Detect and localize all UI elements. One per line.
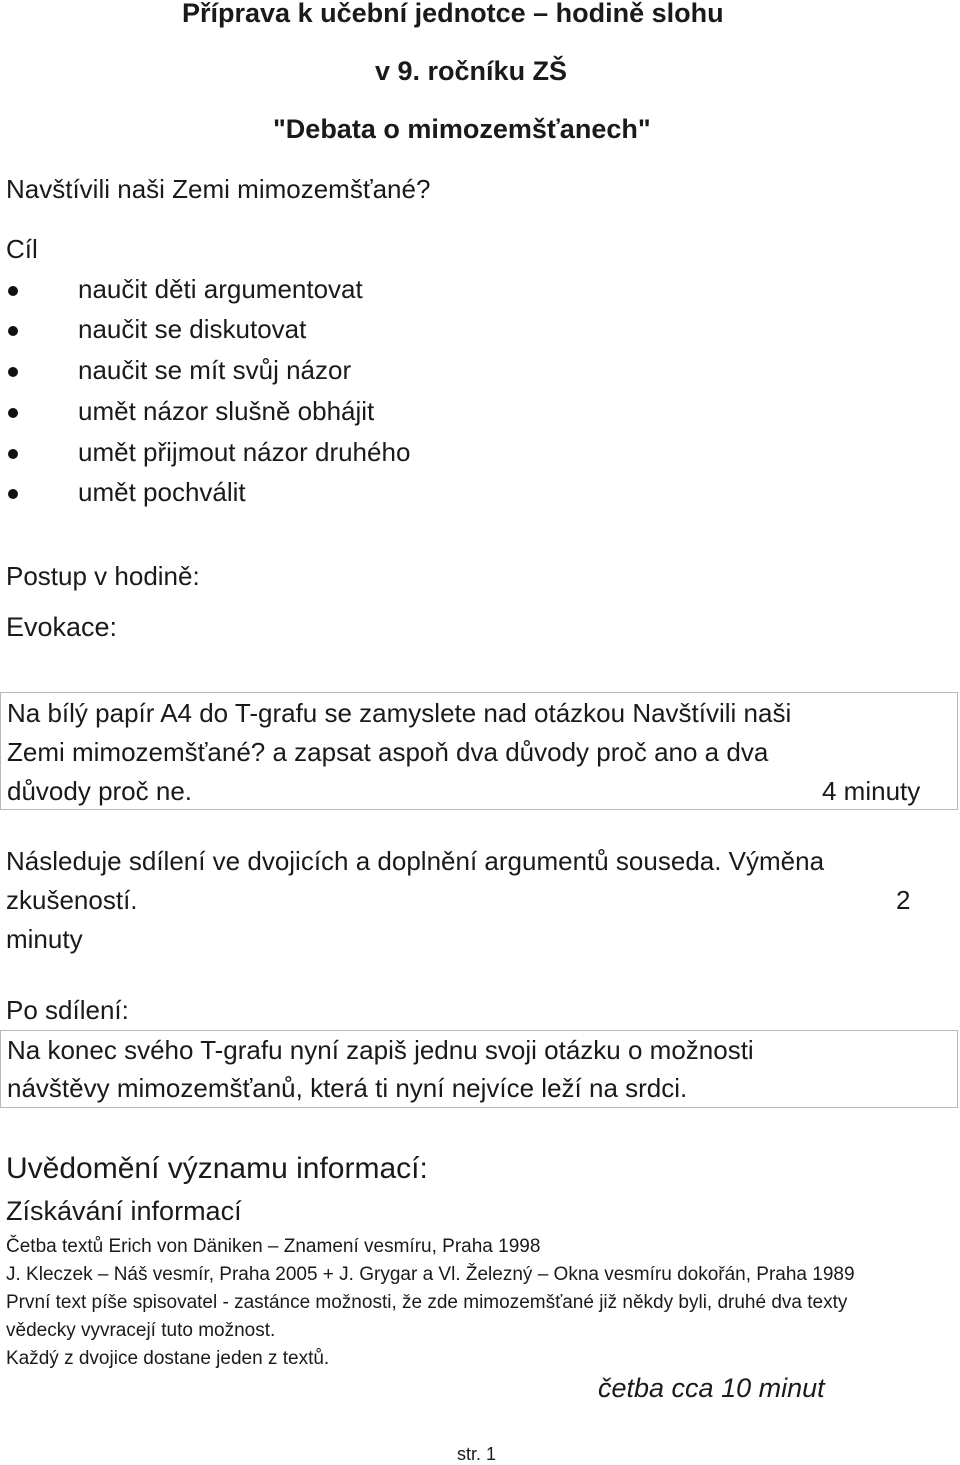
bullet-icon bbox=[8, 326, 18, 336]
sharing-line1: Následuje sdílení ve dvojicích a doplnění argumentů souseda. Výměna bbox=[6, 846, 825, 876]
goal-item-text: naučit děti argumentovat bbox=[78, 274, 363, 304]
goal-item-text: umět názor slušně obhájit bbox=[78, 396, 375, 426]
bullet-icon bbox=[8, 367, 18, 377]
source-line: J. Kleczek – Náš vesmír, Praha 2005 + J. Grygar a Vl. Železný – Okna vesmíru dokořán, Praha 1989 bbox=[6, 1264, 855, 1285]
realization-heading: Uvědomění významu informací: bbox=[6, 1152, 428, 1185]
document-title-line1: Příprava k učební jednotce – hodině slohu bbox=[182, 0, 724, 28]
evocation-task-line2: Zemi mimozemšťané? a zapsat aspoň dva důvody proč ano a dva bbox=[7, 737, 769, 767]
goal-item-text: naučit se diskutovat bbox=[78, 314, 307, 344]
sharing-time-unit: minuty bbox=[6, 924, 83, 954]
evocation-task-line3: důvody proč ne. bbox=[7, 776, 193, 806]
evocation-task-time: 4 minuty bbox=[822, 776, 921, 806]
after-sharing-task-box bbox=[0, 1030, 958, 1108]
bullet-icon bbox=[8, 286, 18, 296]
sharing-line2: zkušeností. bbox=[6, 885, 138, 915]
bullet-icon bbox=[8, 408, 18, 418]
reading-time: četba cca 10 minut bbox=[598, 1373, 825, 1403]
document-title-line3: "Debata o mimozemšťanech" bbox=[273, 114, 651, 144]
procedure-label: Postup v hodině: bbox=[6, 561, 200, 591]
source-line: vědecky vyvracejí tuto možnost. bbox=[6, 1320, 276, 1341]
page-number: str. 1 bbox=[457, 1444, 497, 1464]
source-line: První text píše spisovatel - zastánce možnosti, že zde mimozemšťané již někdy byli, druhé dva texty bbox=[6, 1292, 848, 1313]
source-line: Četba textů Erich von Däniken – Znamení vesmíru, Praha 1998 bbox=[6, 1236, 541, 1257]
goal-item-text: naučit se mít svůj názor bbox=[78, 355, 352, 385]
goal-item-text: umět pochválit bbox=[78, 477, 246, 507]
after-sharing-task-line2: návštěvy mimozemšťanů, která ti nyní nejvíce leží na srdci. bbox=[7, 1073, 688, 1103]
bullet-icon bbox=[8, 489, 18, 499]
sharing-time-number: 2 bbox=[896, 885, 911, 915]
source-line: Každý z dvojice dostane jeden z textů. bbox=[6, 1348, 330, 1369]
bullet-icon bbox=[8, 449, 18, 459]
evocation-task-box bbox=[0, 692, 958, 810]
main-question: Navštívili naši Zemi mimozemšťané? bbox=[6, 174, 431, 204]
information-subheading: Získávání informací bbox=[6, 1196, 242, 1226]
evocation-label: Evokace: bbox=[6, 612, 118, 642]
evocation-task-line1: Na bílý papír A4 do T-grafu se zamyslete nad otázkou Navštívili naši bbox=[7, 698, 792, 728]
goal-label: Cíl bbox=[6, 234, 38, 264]
after-sharing-label: Po sdílení: bbox=[6, 995, 129, 1025]
after-sharing-task-line1: Na konec svého T-grafu nyní zapiš jednu svoji otázku o možnosti bbox=[7, 1035, 754, 1065]
goal-item-text: umět přijmout názor druhého bbox=[78, 437, 411, 467]
document-title-line2: v 9. ročníku ZŠ bbox=[375, 56, 568, 86]
